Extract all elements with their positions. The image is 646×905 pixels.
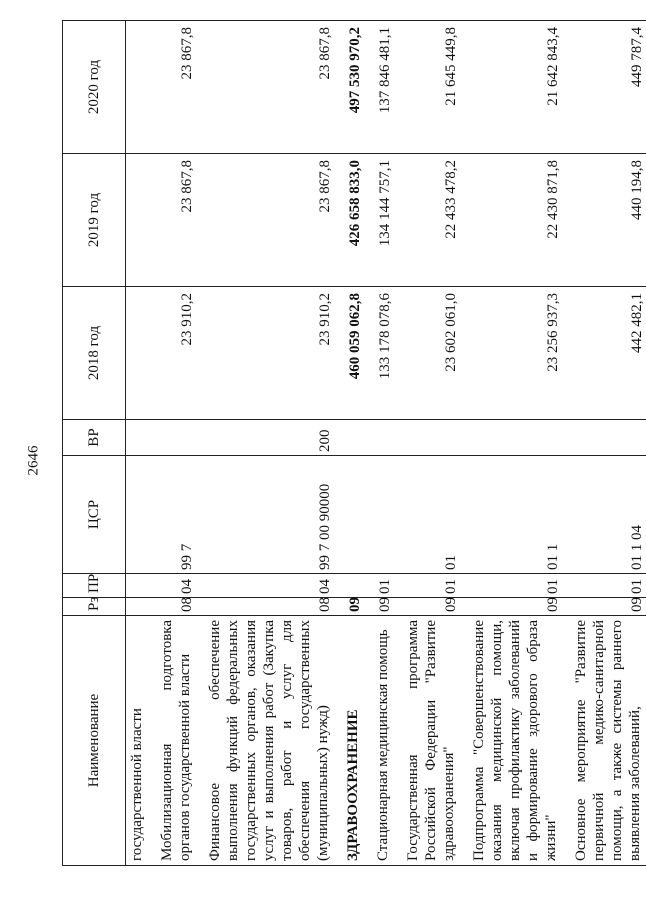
cell-name: Подпрограмма "Совершенствование оказания медицинской помощи, включая профилактику заболеваний и формирование здорового образа жизни" — [468, 616, 562, 866]
table-row — [468, 21, 562, 866]
cell-y2019: 426 658 833,0 — [342, 154, 364, 287]
table-row — [402, 21, 460, 866]
cell-y2019: 134 144 757,1 — [372, 154, 394, 287]
cell-y2018: 23 910,2 — [204, 287, 334, 420]
table-row — [570, 21, 646, 866]
cell-csr: 01 — [402, 456, 460, 574]
cell-csr: 01 1 — [468, 456, 562, 574]
table-row — [372, 21, 394, 866]
cell-rz: 08 — [204, 598, 334, 616]
cell-y2018: 460 059 062,8 — [342, 287, 364, 420]
cell-y2019 — [126, 154, 149, 287]
header-rz: Рз — [63, 598, 126, 616]
table-row — [126, 21, 149, 866]
cell-csr: 99 7 — [156, 456, 196, 574]
cell-csr — [126, 456, 149, 574]
cell-name: Стационарная медицинская помощь — [372, 616, 394, 866]
cell-vr — [372, 420, 394, 456]
cell-y2020: 449 787,4 — [570, 21, 646, 154]
cell-y2019: 22 430 871,8 — [468, 154, 562, 287]
cell-pr — [126, 574, 149, 598]
cell-y2018: 23 910,2 — [156, 287, 196, 420]
cell-y2020: 21 642 843,4 — [468, 21, 562, 154]
cell-rz: 09 — [402, 598, 460, 616]
cell-y2020: 137 846 481,1 — [372, 21, 394, 154]
header-pr: ПР — [63, 574, 126, 598]
cell-name: государственной власти — [126, 616, 149, 866]
cell-rz: 08 — [156, 598, 196, 616]
cell-y2018 — [126, 287, 149, 420]
cell-y2020: 23 867,8 — [204, 21, 334, 154]
cell-pr: 01 — [372, 574, 394, 598]
row-spacer — [394, 21, 402, 866]
cell-y2020: 23 867,8 — [156, 21, 196, 154]
cell-csr: 01 1 04 — [570, 456, 646, 574]
header-name: Наименование — [63, 616, 126, 866]
cell-vr — [342, 420, 364, 456]
cell-vr — [402, 420, 460, 456]
header-csr: ЦСР — [63, 456, 126, 574]
cell-y2018: 133 178 078,6 — [372, 287, 394, 420]
cell-y2018: 442 482,1 — [570, 287, 646, 420]
cell-name: Государственная программа Российской Федерации "Развитие здравоохранения" — [402, 616, 460, 866]
cell-pr: 04 — [156, 574, 196, 598]
cell-y2020: 21 645 449,8 — [402, 21, 460, 154]
cell-rz: 09 — [372, 598, 394, 616]
cell-y2018: 23 602 061,0 — [402, 287, 460, 420]
cell-y2019: 440 194,8 — [570, 154, 646, 287]
cell-y2020 — [126, 21, 149, 154]
cell-y2018: 23 256 937,3 — [468, 287, 562, 420]
cell-pr: 01 — [468, 574, 562, 598]
cell-name: Мобилизационная подготовка органов государственной власти — [156, 616, 196, 866]
cell-csr: 99 7 00 90000 — [204, 456, 334, 574]
row-spacer — [460, 21, 468, 866]
cell-rz: 09 — [342, 598, 364, 616]
cell-y2019: 23 867,8 — [156, 154, 196, 287]
cell-rz: 09 — [570, 598, 646, 616]
row-spacer — [334, 21, 342, 866]
row-spacer — [196, 21, 204, 866]
cell-rz — [126, 598, 149, 616]
budget-table-sheet — [62, 21, 645, 866]
cell-pr: 01 — [570, 574, 646, 598]
header-2020: 2020 год — [63, 21, 126, 154]
cell-vr — [468, 420, 562, 456]
cell-y2019: 23 867,8 — [204, 154, 334, 287]
table-row — [342, 21, 364, 866]
header-2019: 2019 год — [63, 154, 126, 287]
cell-vr: 200 — [204, 420, 334, 456]
budget-table — [62, 20, 646, 866]
cell-name: ЗДРАВООХРАНЕНИЕ — [342, 616, 364, 866]
cell-csr — [342, 456, 364, 574]
row-spacer — [562, 21, 570, 866]
cell-name: Финансовое обеспечение выполнения функций федеральных государственных органов, оказания услуг и выполнения работ (Закупка товаров, работ и услуг для обеспечения государственных (муниципальных) нужд) — [204, 616, 334, 866]
table-header — [63, 21, 126, 866]
row-spacer — [364, 21, 372, 866]
table-body — [126, 21, 646, 866]
cell-vr — [570, 420, 646, 456]
cell-vr — [156, 420, 196, 456]
page-number: 2646 — [25, 445, 42, 476]
cell-pr: 04 — [204, 574, 334, 598]
header-2018: 2018 год — [63, 287, 126, 420]
cell-y2020: 497 530 970,2 — [342, 21, 364, 154]
cell-csr — [372, 456, 394, 574]
cell-pr — [342, 574, 364, 598]
cell-y2019: 22 433 478,2 — [402, 154, 460, 287]
cell-vr — [126, 420, 149, 456]
cell-rz: 09 — [468, 598, 562, 616]
cell-pr: 01 — [402, 574, 460, 598]
cell-name: Основное мероприятие "Развитие первичной медико-санитарной помощи, а также системы раннего выявления заболеваний, — [570, 616, 646, 866]
row-spacer — [148, 21, 156, 866]
table-row — [156, 21, 196, 866]
table-row — [204, 21, 334, 866]
header-vr: ВР — [63, 420, 126, 456]
